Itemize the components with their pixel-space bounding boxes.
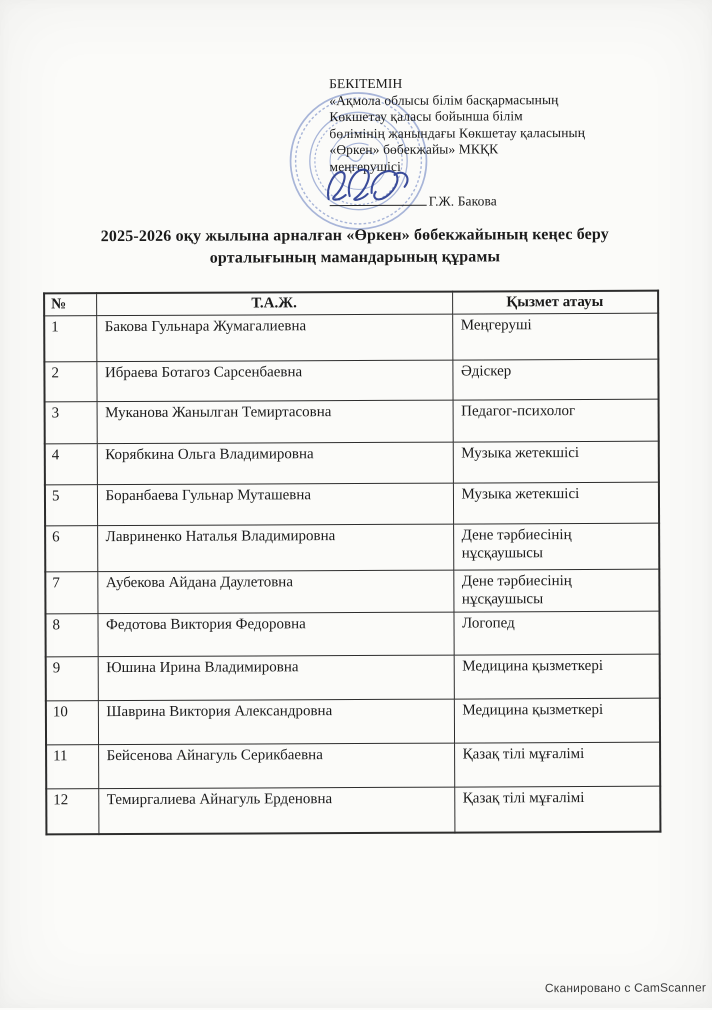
col-header-name: Т.А.Ж. (96, 292, 452, 316)
cell-num: 12 (46, 789, 98, 834)
cell-name: Шаврина Виктория Александровна (98, 699, 454, 745)
cell-name: Бейсенова Айнагуль Серикбаевна (98, 743, 454, 789)
cell-name: Лавриненко Наталья Владимировна (97, 524, 453, 572)
cell-num: 6 (45, 525, 97, 571)
table-row (46, 654, 660, 701)
signature-scribble-icon (325, 163, 435, 207)
cell-position: Медицина қызметкері (454, 654, 660, 699)
cell-name: Темиргалиева Айнагуль Ерденовна (98, 787, 454, 834)
cell-name: Бакова Гульнара Жумагалиевна (96, 314, 452, 362)
cell-name: Боранбаева Гульнар Муташевна (97, 483, 453, 526)
cell-position: Медицина қызметкері (454, 698, 660, 743)
table-row (45, 399, 659, 444)
approval-line: меңгерушісі (329, 158, 401, 175)
cell-position: Логопед (453, 611, 659, 655)
cell-position: Қазақ тілі мұғалімі (454, 742, 660, 787)
cell-name: Юшина Ирина Владимировна (98, 655, 454, 701)
approval-line: бөлімінің жанындағы Көкшетау қаласының (329, 124, 586, 141)
col-header-num: № (44, 293, 96, 315)
camscanner-note: Сканировано с CamScanner (544, 980, 707, 996)
table-row (46, 786, 660, 834)
cell-num: 2 (44, 361, 96, 401)
table-row (45, 523, 659, 572)
cell-position: Қазақ тілі мұғалімі (454, 786, 660, 832)
cell-num: 7 (45, 571, 97, 614)
cell-position: Музыка жетекшісі (453, 482, 659, 524)
cell-num: 8 (45, 614, 97, 657)
cell-name: Федотова Виктория Федоровна (97, 612, 453, 657)
cell-num: 10 (46, 701, 98, 745)
approval-line: «Ақмола облысы білім басқармасының (329, 91, 559, 108)
cell-name: Аубекова Айдана Даулетовна (97, 570, 453, 614)
document-title-line: орталығының мамандарының құрамы (209, 247, 501, 267)
staff-table-body (44, 313, 660, 834)
table-row (45, 441, 659, 485)
cell-position: Музыка жетекшісі (453, 441, 659, 483)
cell-position: Педагог-психолог (453, 399, 659, 442)
table-row (45, 569, 659, 614)
document-title (55, 224, 655, 270)
approver-name: Г.Ж. Бакова (428, 192, 497, 209)
table-header-row (44, 291, 658, 316)
cell-num: 11 (46, 745, 98, 789)
table-row (46, 742, 660, 789)
cell-num: 3 (45, 401, 97, 443)
cell-name: Ибраева Ботагоз Сарсенбаевна (96, 360, 452, 402)
approval-line: Көкшетау қаласы бойынша білім (329, 108, 523, 125)
table-row (44, 313, 658, 362)
approval-line: «Өркен» бөбекжайы» МКҚК (329, 141, 499, 158)
cell-position: Дене тәрбиесінің нұсқаушысы (453, 523, 659, 570)
table-row (46, 698, 660, 745)
col-header-position: Қызмет атауы (452, 291, 658, 314)
cell-position: Дене тәрбиесінің нұсқаушысы (453, 569, 659, 612)
approval-line: БЕКІТЕМІН (329, 75, 403, 92)
cell-name: Корябкина Ольга Владимировна (97, 442, 453, 485)
table-row (45, 611, 659, 657)
cell-position: Меңгеруші (452, 313, 658, 360)
cell-num: 5 (45, 484, 97, 525)
table-row (45, 482, 659, 526)
cell-name: Муканова Жанылган Темиртасовна (97, 400, 453, 444)
cell-num: 9 (46, 657, 98, 701)
staff-table (43, 290, 661, 835)
table-row (44, 359, 658, 402)
cell-position: Әдіскер (452, 359, 658, 400)
document-title-line: 2025-2026 оқу жылына арналған «Өркен» бөбекжайының кеңес беру (100, 225, 609, 246)
cell-num: 1 (44, 315, 96, 361)
cell-num: 4 (45, 443, 97, 484)
